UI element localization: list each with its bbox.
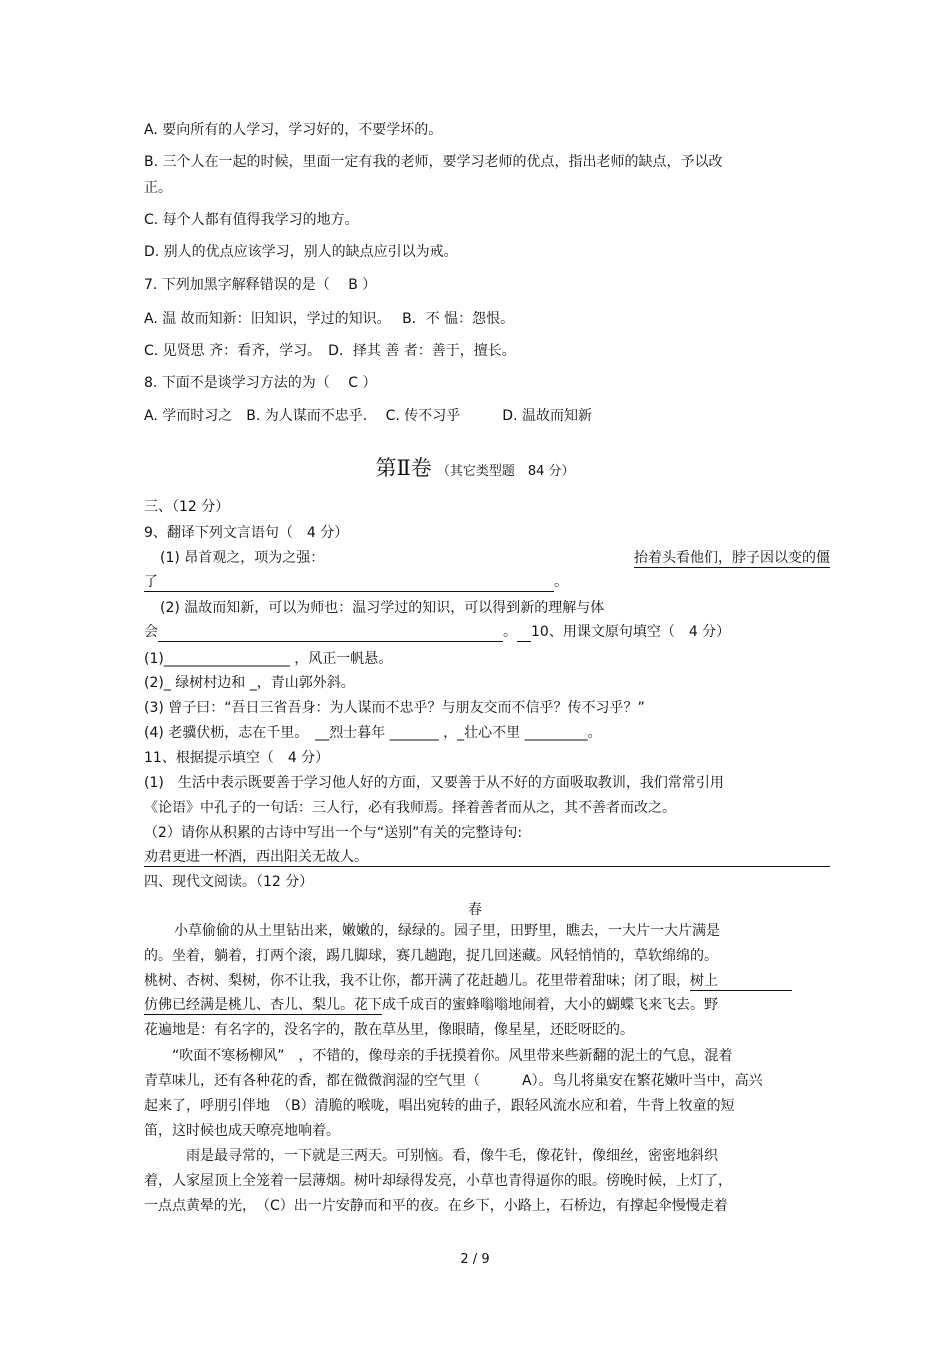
q9-1-answer-cont: 了 bbox=[144, 573, 554, 592]
q7-stem: 7. 下列加黑字解释错误的是（ B ） bbox=[144, 277, 377, 293]
essay-title: 春 bbox=[468, 902, 482, 918]
q9-2-end: 。 bbox=[503, 624, 517, 640]
para1-line5: 花遍地是：有名字的，没名字的，散在草丛里，像眼睛，像星星，还眨呀眨的。 bbox=[144, 1022, 634, 1038]
q10-stem: 10、用课文原句填空（ 4 分） bbox=[531, 624, 731, 640]
q10-1: (1)__________________ ，风正一帆悬。 bbox=[144, 651, 393, 667]
q6-option-b-cont: 正。 bbox=[144, 180, 172, 196]
section-title-main: 第Ⅱ卷 bbox=[375, 456, 432, 480]
para1-line4-text: 成千成百的蜜蜂嗡嗡地闹着，大小的蝴蝶飞来飞去。野 bbox=[382, 997, 718, 1013]
section-title-sub: （其它类型题 84 分） bbox=[436, 464, 575, 479]
q10-4: (4) 老骥伏枥，志在千里。 __烈士暮年 _______ ，_壮心不里 _________。 bbox=[144, 725, 602, 741]
para1-line3 bbox=[144, 972, 792, 991]
q9-1-line bbox=[160, 549, 830, 568]
para1-line2: 的。坐着，躺着，打两个滚，踢几脚球，赛几趟跑，捉几回迷藏。风轻悄悄的，草软绵绵的。 bbox=[144, 948, 718, 964]
part3-heading: 三、（12 分） bbox=[144, 499, 230, 515]
q9-stem: 9、翻译下列文言语句（ 4 分） bbox=[144, 525, 349, 541]
para2-line2: 青草味儿，还有各种花的香，都在微微润湿的空气里（ A）。鸟儿将巢安在繁花嫩叶当中，高兴 bbox=[144, 1073, 763, 1089]
q7-options-ab: A. 温 故而知新：旧知识，学过的知识。 B．不 愠：怨恨。 bbox=[144, 311, 515, 327]
q11-1b: 《论语》中孔子的一句话：三人行，必有我师焉。择着善者而从之，其不善者而改之。 bbox=[144, 800, 676, 816]
q6-option-d: D. 别人的优点应该学习，别人的缺点应引以为戒。 bbox=[144, 244, 458, 260]
q11-2-answer: 劝君更进一杯酒，西出阳关无故人。 bbox=[144, 848, 830, 867]
q6-option-b: B. 三个人在一起的时候，里面一定有我的老师，要学习老师的优点，指出老师的缺点，予以改 bbox=[144, 154, 723, 170]
para1-line3-text: 桃树、杏树、梨树，你不让我，我不让你，都开满了花赶趟儿。花里带着甜味；闭了眼， bbox=[144, 973, 690, 989]
para3-line2: 着，人家屋顶上全笼着一层薄烟。树叶却绿得发亮，小草也青得逼你的眼。傍晚时候，上灯了， bbox=[144, 1173, 732, 1189]
part4-heading: 四、现代文阅读。（12 分） bbox=[144, 874, 314, 890]
q9-1-cont bbox=[144, 573, 568, 592]
q8-options: A. 学而时习之 B. 为人谋而不忠乎. C. 传不习乎 D. 温故而知新 bbox=[144, 408, 592, 424]
q11-1a: (1) 生活中表示既要善于学习他人好的方面，又要善于从不好的方面吸取教训，我们常常引用 bbox=[144, 775, 724, 791]
q7-options-cd: C. 见贤思 齐：看齐，学习。 D．择其 善 者：善于，擅长。 bbox=[144, 343, 516, 359]
q11-2-answer-line bbox=[144, 848, 830, 867]
q10-3: (3) 曾子曰：“吾日三省吾身：为人谋而不忠乎？与朋友交而不信乎？传不习乎？” bbox=[144, 700, 645, 716]
q9-2-cont bbox=[144, 623, 730, 642]
para1-line4-underlined: 仿佛已经满是桃儿、杏儿、梨儿。花下 bbox=[144, 997, 382, 1013]
q9-1-text bbox=[160, 549, 830, 568]
section-title bbox=[0, 452, 950, 482]
q11-stem: 11、根据提示填空（ 4 分） bbox=[144, 750, 330, 766]
para1-line3-underlined: 树上 bbox=[690, 972, 792, 991]
q11-2: （2）请你从积累的古诗中写出一个与“送别”有关的完整诗句: bbox=[144, 825, 523, 841]
para1-line1: 小草偷偷的从土里钻出来，嫩嫩的，绿绿的。园子里，田野里，瞧去，一大片一大片满是 bbox=[174, 923, 720, 939]
para2-line4: 笛，这时候也成天嘹亮地响着。 bbox=[144, 1123, 340, 1139]
para1-line4 bbox=[144, 996, 718, 1015]
q6-option-c: C. 每个人都有值得我学习的地方。 bbox=[144, 212, 359, 228]
para3-line3: 一点点黄晕的光， （C）出一片安静而和平的夜。在乡下，小路上，石桥边，有撑起伞慢慢走着 bbox=[144, 1198, 728, 1214]
para3-line1: 雨是最寻常的，一下就是三两天。可别恼。看，像牛毛，像花针，像细丝，密密地斜织 bbox=[186, 1148, 718, 1164]
q8-stem: 8. 下面不是谈学习方法的为（ C ） bbox=[144, 375, 377, 391]
para2-line1: “吹面不寒杨柳风” ，不错的，像母亲的手抚摸着你。风里带来些新翻的泥土的气息，混着 bbox=[172, 1048, 733, 1064]
q10-2: (2)_ 绿树村边和 _，青山郭外斜。 bbox=[144, 675, 355, 691]
page-number: 2 / 9 bbox=[460, 1252, 490, 1267]
q9-2-cont-text: 会 bbox=[144, 624, 158, 640]
q6-option-a: A. 要向所有的人学习，学习好的，不要学坏的。 bbox=[144, 122, 443, 138]
q9-2-line: (2) 温故而知新，可以为师也：温习学过的知识，可以得到新的理解与体 bbox=[160, 600, 605, 616]
q9-1-answer: 抬着头看他们，脖子因以变的僵 bbox=[634, 550, 830, 566]
q9-1-end: 。 bbox=[554, 574, 568, 590]
para2-line3: 起来了，呼朋引伴地 （B）清脆的喉咙，唱出宛转的曲子，跟轻风流水应和着，牛背上牧童的短 bbox=[144, 1098, 735, 1114]
q9-1-prefix: (1) 昂首观之，项为之强： bbox=[160, 550, 325, 566]
